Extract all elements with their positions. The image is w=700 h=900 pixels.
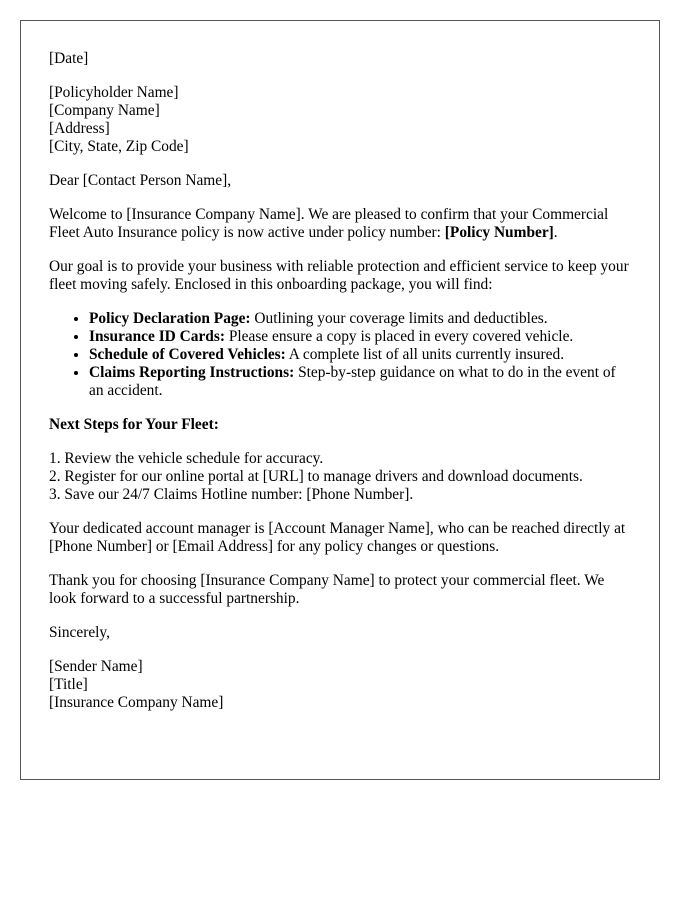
- closing: Sincerely,: [49, 624, 110, 641]
- recipient-city-state-zip: [City, State, Zip Code]: [49, 138, 189, 155]
- list-item: [89, 346, 631, 364]
- list-item-title: Insurance ID Cards:: [89, 328, 225, 345]
- next-steps-heading-text: Next Steps for Your Fleet:: [49, 416, 219, 433]
- signature-block: [49, 658, 631, 712]
- step-item: 3. Save our 24/7 Claims Hotline number: [Phone Number].: [49, 486, 414, 503]
- list-item: [89, 328, 631, 346]
- list-item-title: Claims Reporting Instructions:: [89, 364, 295, 381]
- sender-name: [Sender Name]: [49, 658, 143, 675]
- recipient-address: [Address]: [49, 120, 110, 137]
- intro-text: Welcome to [Insurance Company Name]. We are pleased to confirm that your Commercial Fleet Auto Insurance policy is now active under policy number:: [49, 206, 609, 241]
- salutation: Dear [Contact Person Name],: [49, 172, 232, 189]
- recipient-address-block: [49, 84, 631, 156]
- intro-end: .: [553, 224, 558, 241]
- policy-number: [Policy Number]: [444, 224, 554, 241]
- list-item: [89, 364, 631, 400]
- list-item-title: Policy Declaration Page:: [89, 310, 251, 327]
- letter-date: [Date]: [49, 50, 89, 67]
- intro-paragraph: [49, 206, 631, 242]
- package-contents-list: [49, 310, 631, 400]
- list-item-text: A complete list of all units currently insured.: [285, 346, 565, 363]
- goal-paragraph: Our goal is to provide your business with reliable protection and efficient service to keep your fleet moving safely. Enclosed in this onboarding package, you will find:: [49, 258, 629, 293]
- recipient-name: [Policyholder Name]: [49, 84, 179, 101]
- list-item-text: Step-by-step guidance on what to do in the event of an accident.: [89, 364, 616, 399]
- step-item: 2. Register for our online portal at [URL] to manage drivers and download documents.: [49, 468, 583, 485]
- list-item-text: Outlining your coverage limits and deductibles.: [250, 310, 548, 327]
- next-steps-list: [49, 450, 631, 504]
- recipient-company: [Company Name]: [49, 102, 160, 119]
- list-item: [89, 310, 631, 328]
- thanks-paragraph: Thank you for choosing [Insurance Company Name] to protect your commercial fleet. We look forward to a successful partnership.: [49, 572, 605, 607]
- list-item-title: Schedule of Covered Vehicles:: [89, 346, 286, 363]
- step-item: 1. Review the vehicle schedule for accuracy.: [49, 450, 324, 467]
- letter-document: [20, 20, 660, 780]
- sender-company: [Insurance Company Name]: [49, 694, 224, 711]
- sender-title: [Title]: [49, 676, 88, 693]
- next-steps-heading: [49, 416, 631, 434]
- account-manager-paragraph: Your dedicated account manager is [Account Manager Name], who can be reached directly at [Phone Number] or [Email Address] for any policy changes or questions.: [49, 520, 626, 555]
- list-item-text: Please ensure a copy is placed in every covered vehicle.: [224, 328, 574, 345]
